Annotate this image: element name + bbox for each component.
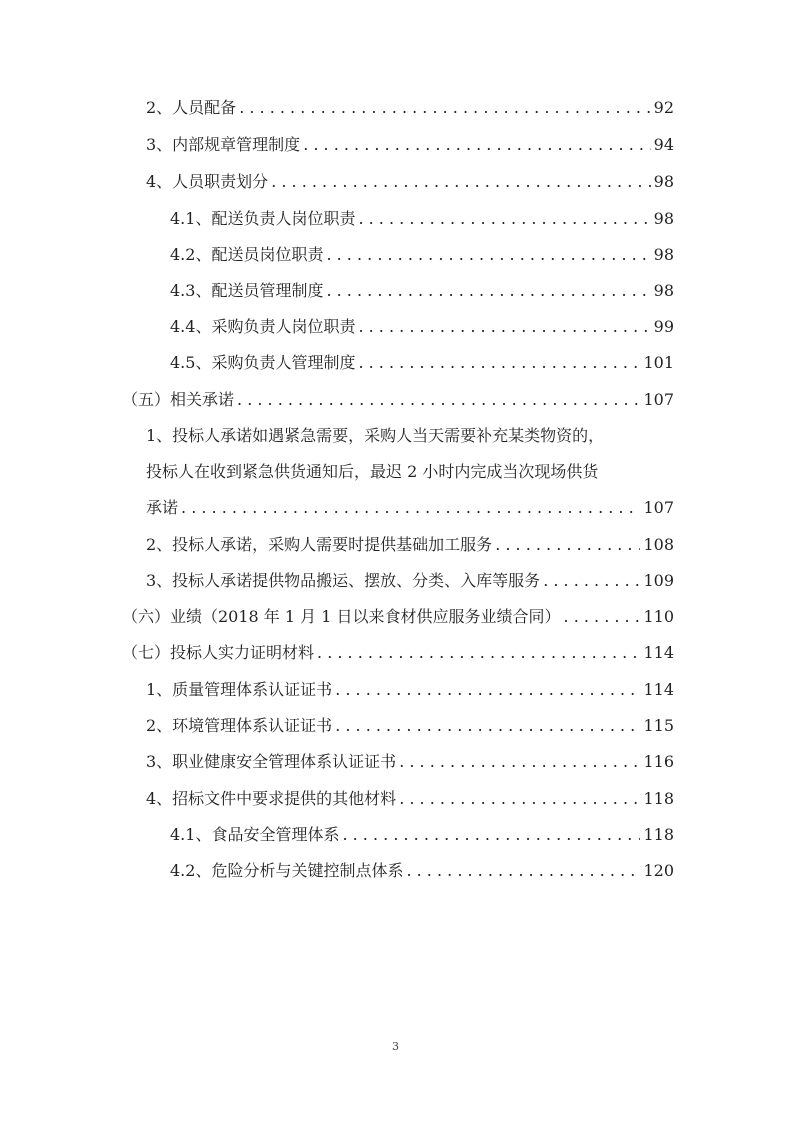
toc-entry[interactable] (122, 390, 674, 410)
toc-entry[interactable] (170, 281, 674, 301)
dot-leader (326, 245, 650, 265)
toc-entry-page: 118 (643, 825, 674, 844)
toc-entry[interactable] (146, 716, 674, 736)
toc-entry[interactable] (146, 498, 674, 518)
dot-leader (181, 498, 640, 518)
dot-leader (358, 209, 650, 229)
toc-entry-title: 3、内部规章管理制度 (146, 135, 301, 154)
toc-entry-title: 3、职业健康安全管理体系认证证书 (146, 752, 397, 771)
toc-entry-title: 4.2、配送员岗位职责 (170, 245, 324, 264)
toc-entry[interactable] (146, 135, 674, 155)
dot-leader (495, 535, 640, 555)
toc-entry-page: 114 (643, 643, 674, 662)
dot-leader (303, 135, 650, 155)
toc-entry-page: 114 (643, 680, 674, 699)
toc-entry[interactable] (146, 535, 674, 555)
toc-entry[interactable] (170, 209, 674, 229)
toc-entry-page: 108 (643, 535, 674, 554)
toc-entry-title: （七）投标人实力证明材料 (122, 643, 315, 662)
toc-entry-title: 4.5、采购负责人管理制度 (170, 353, 356, 372)
toc-entry-title: 4.1、配送负责人岗位职责 (170, 209, 356, 228)
toc-entry-page: 107 (643, 498, 674, 517)
toc-entry-title: （六）业绩（2018 年 1 月 1 日以来食材供应服务业绩合同） (122, 607, 561, 626)
page-number: 3 (392, 1040, 399, 1053)
toc-entry[interactable] (122, 643, 674, 663)
dot-leader (271, 172, 650, 192)
toc-entry-page: 109 (643, 571, 674, 590)
toc-entry-page: 92 (653, 98, 674, 117)
dot-leader (342, 825, 640, 845)
toc-entry[interactable] (146, 680, 674, 700)
toc-entry-page: 110 (643, 607, 674, 626)
toc-entry-title: 4、招标文件中要求提供的其他材料 (146, 789, 397, 808)
toc-entry-page: 99 (653, 317, 674, 336)
toc-entry-page: 115 (643, 716, 674, 735)
toc-entry[interactable] (146, 172, 674, 192)
dot-leader (335, 680, 640, 700)
dot-leader (406, 861, 640, 881)
toc-entry[interactable] (170, 317, 674, 337)
dot-leader (543, 571, 640, 591)
dot-leader (317, 643, 640, 663)
toc-entry[interactable] (170, 353, 674, 373)
dot-leader (564, 607, 641, 627)
toc-entry[interactable] (122, 607, 674, 627)
toc-entry-title: 2、投标人承诺，采购人需要时提供基础加工服务 (146, 535, 493, 554)
toc-entry-page: 98 (653, 281, 674, 300)
toc-entry[interactable] (146, 789, 674, 809)
dot-leader (399, 752, 640, 772)
toc-entry-title: 2、人员配备 (146, 98, 237, 117)
toc-entry-page: 98 (653, 209, 674, 228)
toc-entry-title: 1、质量管理体系认证证书 (146, 680, 333, 699)
toc-entry-page: 116 (643, 752, 674, 771)
dot-leader (239, 98, 650, 118)
toc-entry-page: 118 (643, 789, 674, 808)
dot-leader (237, 390, 640, 410)
toc-entry[interactable] (146, 98, 674, 118)
toc-entry-page: 101 (643, 353, 674, 372)
dot-leader (358, 317, 650, 337)
toc-entry-title: 4、人员职责划分 (146, 172, 269, 191)
toc-entry-line[interactable]: 投标人在收到紧急供货通知后，最迟 2 小时内完成当次现场供货 (146, 462, 599, 481)
toc-entry-page: 120 (643, 861, 674, 880)
toc-entry-page: 98 (653, 245, 674, 264)
dot-leader (335, 716, 640, 736)
toc-entry[interactable] (146, 752, 674, 772)
toc-entry[interactable] (170, 825, 674, 845)
dot-leader (326, 281, 650, 301)
toc-entry-title: 4.4、采购负责人岗位职责 (170, 317, 356, 336)
toc-entry-title: 2、环境管理体系认证证书 (146, 716, 333, 735)
toc-entry-title: 4.1、食品安全管理体系 (170, 825, 340, 844)
dot-leader (358, 353, 640, 373)
toc-entry-page: 94 (653, 135, 674, 154)
dot-leader (399, 789, 640, 809)
toc-entry-title: 3、投标人承诺提供物品搬运、摆放、分类、入库等服务 (146, 571, 541, 590)
toc-entry-title: 4.2、危险分析与关键控制点体系 (170, 861, 404, 880)
toc-entry-title: 承诺 (146, 498, 179, 517)
toc-entry-page: 107 (643, 390, 674, 409)
toc-entry[interactable] (170, 861, 674, 881)
toc-entry[interactable] (170, 245, 674, 265)
toc-entry-page: 98 (653, 172, 674, 191)
toc-entry-line[interactable]: 1、投标人承诺如遇紧急需要，采购人当天需要补充某类物资的， (146, 426, 605, 445)
toc-entry-title: （五）相关承诺 (122, 390, 235, 409)
toc-entry-title: 4.3、配送员管理制度 (170, 281, 324, 300)
toc-entry[interactable] (146, 571, 674, 591)
